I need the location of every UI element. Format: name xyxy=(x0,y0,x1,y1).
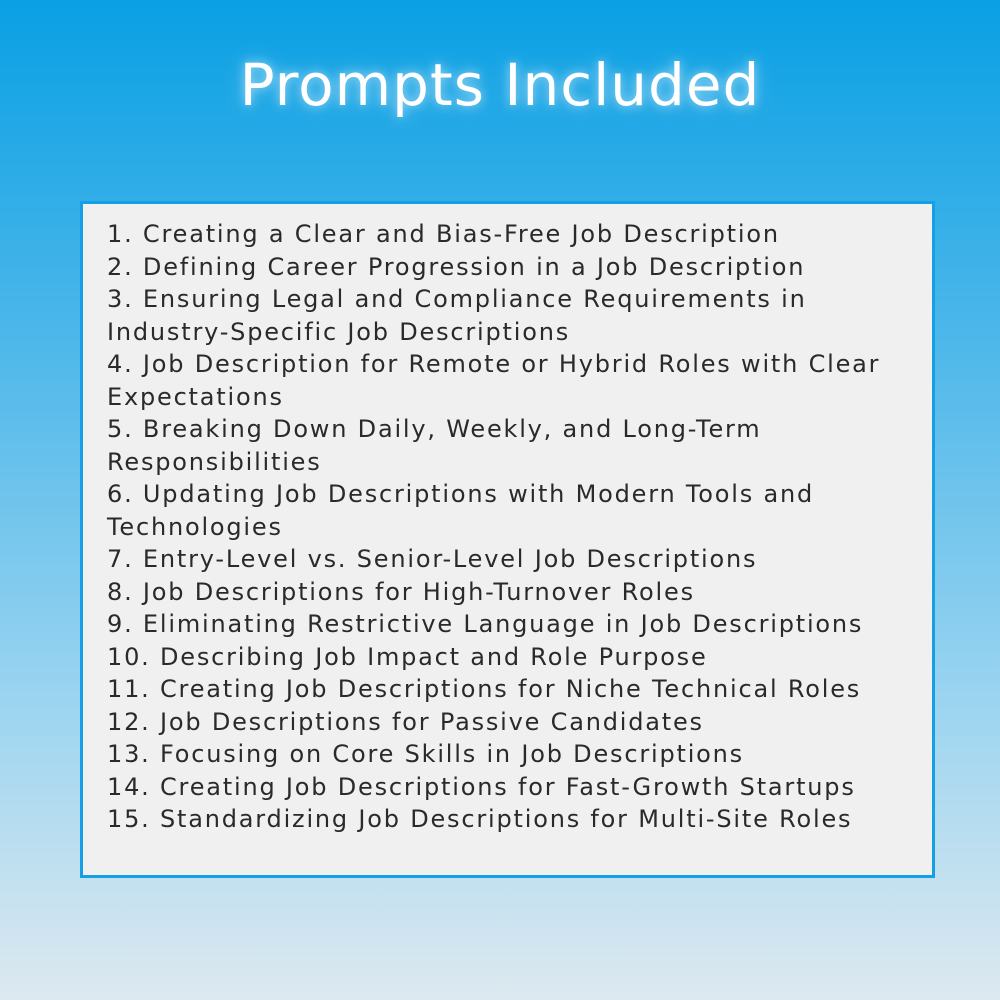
prompt-item: 14. Creating Job Descriptions for Fast-Growth Startups xyxy=(107,772,856,801)
page-title: Prompts Included xyxy=(239,51,761,119)
prompt-item: 7. Entry-Level vs. Senior-Level Job Descriptions xyxy=(107,545,758,573)
prompt-item: 4. Job Description for Remote or Hybrid Roles with Clear Expectations xyxy=(107,350,881,411)
prompt-item: 9. Eliminating Restrictive Language in Job Descriptions xyxy=(107,610,864,638)
prompt-item: 6. Updating Job Descriptions with Modern Tools and Technologies xyxy=(107,480,814,541)
prompt-list xyxy=(107,218,919,836)
prompt-item: 3. Ensuring Legal and Compliance Requirements in Industry-Specific Job Descriptions xyxy=(107,285,807,346)
prompt-item: 2. Defining Career Progression in a Job Description xyxy=(107,252,806,281)
prompt-item: 13. Focusing on Core Skills in Job Descriptions xyxy=(107,740,744,768)
prompt-item: 10. Describing Job Impact and Role Purpose xyxy=(107,642,708,671)
prompts-panel xyxy=(80,201,935,878)
prompt-item: 5. Breaking Down Daily, Weekly, and Long-Term Responsibilities xyxy=(107,415,762,476)
prompt-item: 11. Creating Job Descriptions for Niche Technical Roles xyxy=(107,675,862,703)
prompt-item: 1. Creating a Clear and Bias-Free Job Description xyxy=(107,220,780,248)
prompt-item: 8. Job Descriptions for High-Turnover Roles xyxy=(107,577,695,606)
prompt-item: 12. Job Descriptions for Passive Candidates xyxy=(107,707,704,736)
prompt-item: 15. Standardizing Job Descriptions for Multi-Site Roles xyxy=(107,805,853,833)
